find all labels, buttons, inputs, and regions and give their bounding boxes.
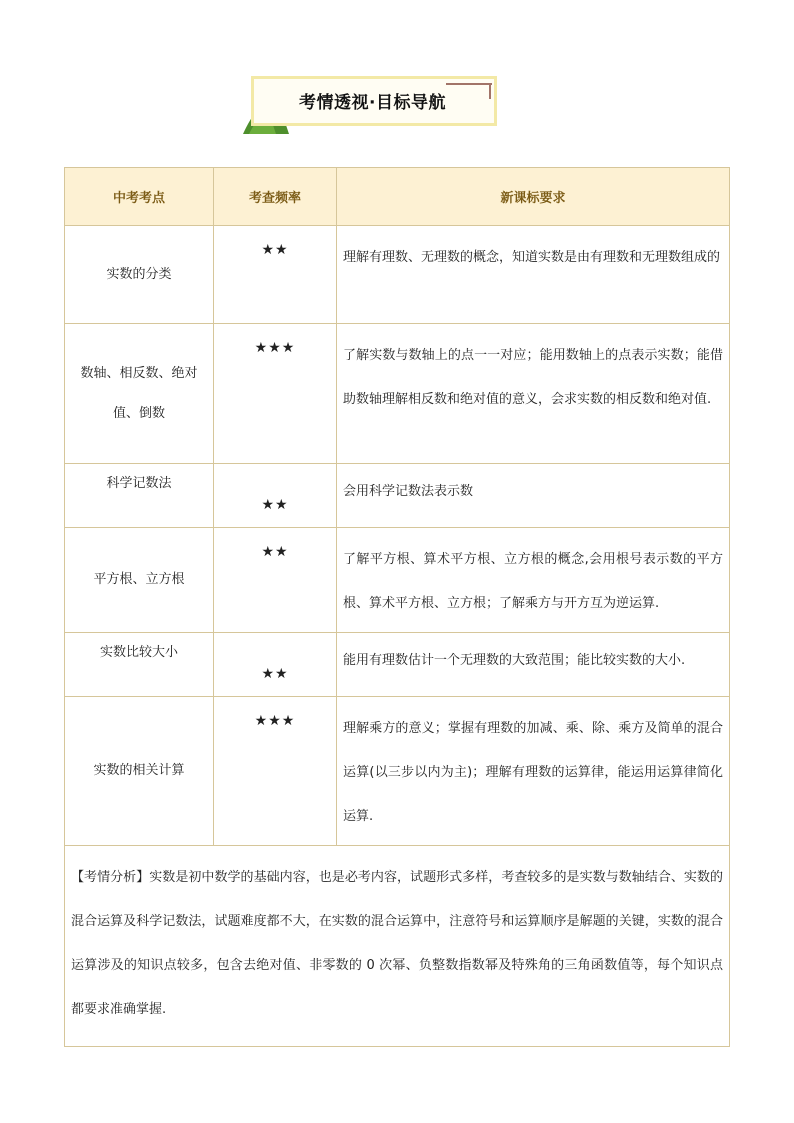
- header-requirement: 新课标要求: [337, 168, 730, 226]
- frequency-stars: ★★: [214, 464, 337, 528]
- header-topic: 中考考点: [65, 168, 214, 226]
- frequency-stars: ★★: [214, 633, 337, 697]
- table-header-row: [65, 168, 730, 226]
- exam-analysis-text: 【考情分析】实数是初中数学的基础内容，也是必考内容，试题形式多样，考查较多的是实数与数轴结合、实数的混合运算及科学记数法，试题难度都不大，在实数的混合运算中，注意符号和运算顺序是解题的关键，实数的混合运算涉及的知识点较多，包含去绝对值、非零数的 0 次幂、负整数指数幂及特殊角的三角函数值等，每个知识点都要求准确掌握.: [65, 846, 730, 1047]
- banner-accent-line: [446, 83, 492, 85]
- frequency-stars: ★★: [214, 528, 337, 633]
- header-frequency: 考查频率: [214, 168, 337, 226]
- frequency-stars: ★★★: [214, 697, 337, 846]
- topic-cell: 实数比较大小: [65, 633, 214, 697]
- requirement-cell: 理解乘方的意义；掌握有理数的加减、乘、除、乘方及简单的混合运算(以三步以内为主)；理解有理数的运算律，能运用运算律简化运算.: [337, 697, 730, 846]
- table-row: [65, 324, 730, 464]
- table-row: [65, 226, 730, 324]
- topic-cell: 数轴、相反数、绝对值、倒数: [65, 324, 214, 464]
- topic-cell: 平方根、立方根: [65, 528, 214, 633]
- topic-cell: 实数的相关计算: [65, 697, 214, 846]
- requirement-cell: 能用有理数估计一个无理数的大致范围；能比较实数的大小.: [337, 633, 730, 697]
- topic-cell: 科学记数法: [65, 464, 214, 528]
- requirement-cell: 理解有理数、无理数的概念，知道实数是由有理数和无理数组成的: [337, 226, 730, 324]
- requirement-cell: 会用科学记数法表示数: [337, 464, 730, 528]
- frequency-stars: ★★★: [214, 324, 337, 464]
- requirement-cell: 了解实数与数轴上的点一一对应；能用数轴上的点表示实数；能借助数轴理解相反数和绝对值的意义，会求实数的相反数和绝对值.: [337, 324, 730, 464]
- table-row: [65, 464, 730, 528]
- analysis-row: [65, 846, 730, 1047]
- topic-cell: 实数的分类: [65, 226, 214, 324]
- frequency-stars: ★★: [214, 226, 337, 324]
- banner-accent-tick: [489, 83, 491, 99]
- banner-title: 考情透视·目标导航: [299, 93, 446, 113]
- table-row: [65, 528, 730, 633]
- exam-points-table: [64, 167, 730, 1047]
- table-row: [65, 633, 730, 697]
- table-row: [65, 697, 730, 846]
- section-banner: [243, 74, 501, 134]
- requirement-cell: 了解平方根、算术平方根、立方根的概念,会用根号表示数的平方根、算术平方根、立方根；了解乘方与开方互为逆运算.: [337, 528, 730, 633]
